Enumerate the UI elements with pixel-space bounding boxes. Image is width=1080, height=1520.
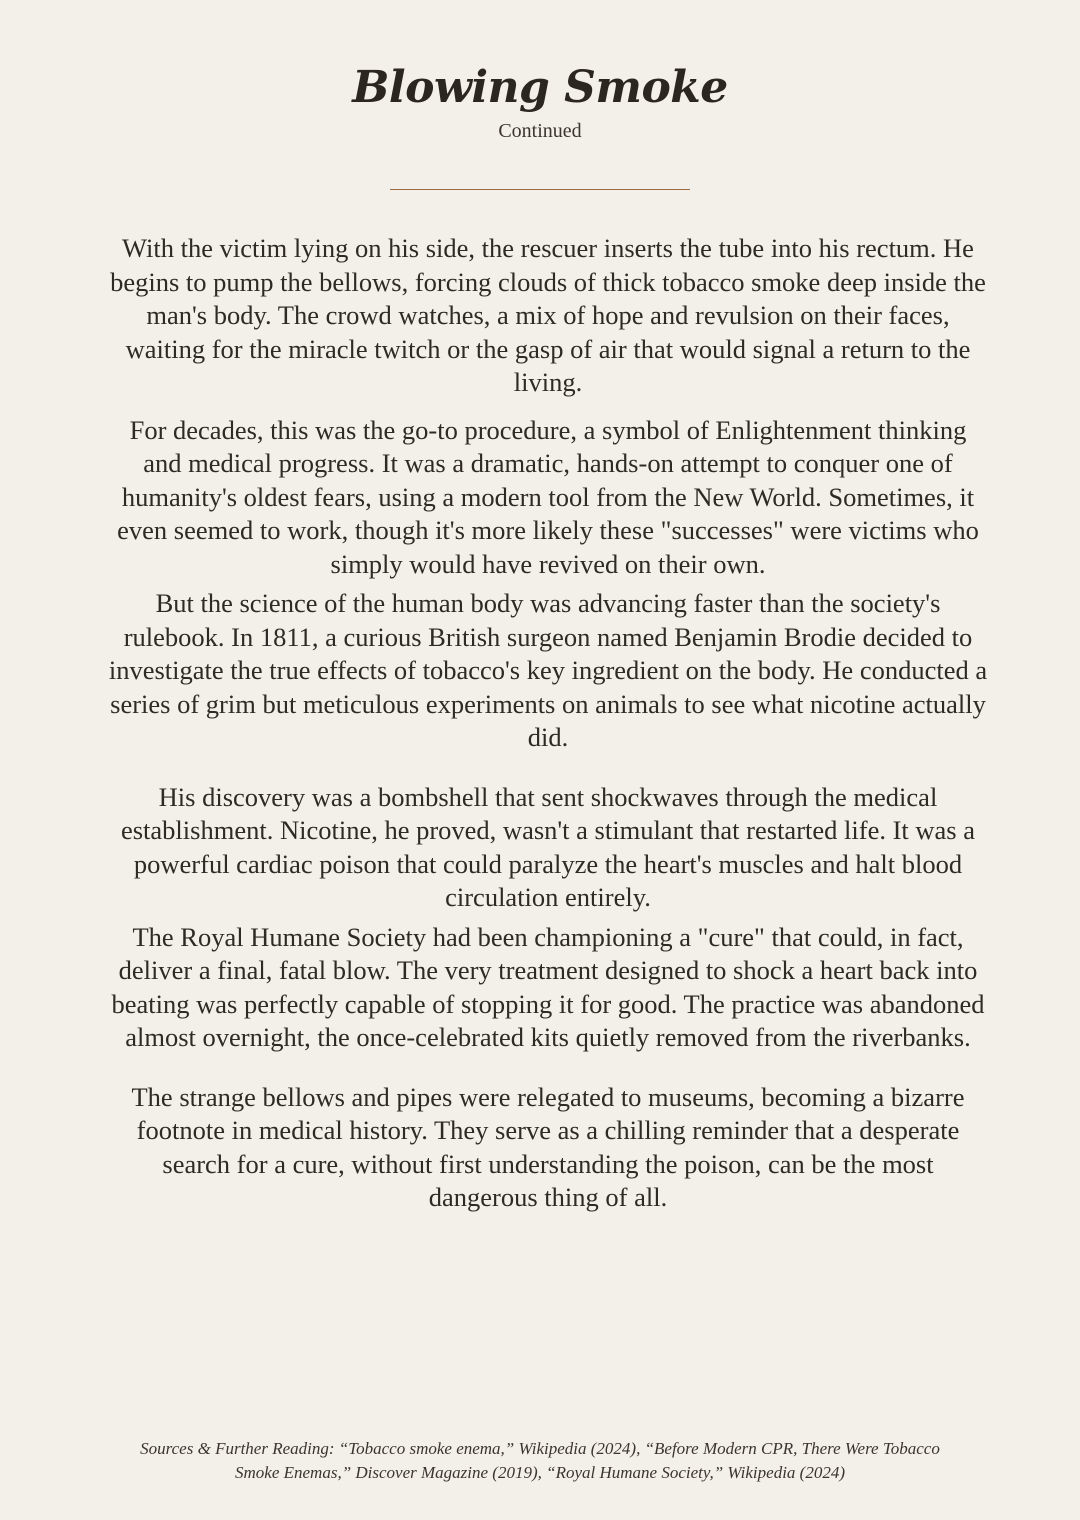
paragraph-2: For decades, this was the go-to procedure, a symbol of Enlightenment thinking and medical progress. It was a dramatic, hands-on attempt to conquer one of humanity's oldest fears, using a modern tool from the New World. Sometimes, it even seemed to work, though it's more likely these "successes" were victims who simply would have revived on their own. xyxy=(117,414,979,579)
paragraph-3: But the science of the human body was advancing faster than the society's rulebook. In 1811, a curious British surgeon named Benjamin Brodie decided to investigate the true effects of tobacco's key ingredient on the body. He conducted a series of grim but meticulous experiments on animals to see what nicotine actually did. xyxy=(108,588,988,752)
paragraph-6: The strange bellows and pipes were relegated to museums, becoming a bizarre footnote in medical history. They serve as a chilling reminder that a desperate search for a cure, without first understanding the poison, can be the most dangerous thing of all. xyxy=(131,1081,965,1212)
article-body xyxy=(108,232,988,1215)
page-subtitle: Continued xyxy=(498,120,582,142)
paragraph-1: With the victim lying on his side, the rescuer inserts the tube into his rectum. He begins to pump the bellows, forcing clouds of thick tobacco smoke deep inside the man's body. The crowd watches, a mix of hope and revulsion on their faces, waiting for the miracle twitch or the gasp of air that would signal a return to the living. xyxy=(110,233,986,397)
paragraph-4: His discovery was a bombshell that sent shockwaves through the medical establishment. Nicotine, he proved, wasn't a stimulant that restarted life. It was a powerful cardiac poison that could paralyze the heart's muscles and halt blood circulation entirely. xyxy=(120,781,975,912)
paragraph-5: The Royal Humane Society had been championing a "cure" that could, in fact, deliver a final, fatal blow. The very treatment designed to shock a heart back into beating was perfectly capable of stopping it for good. The practice was abandoned almost overnight, the once-celebrated kits quietly removed from the riverbanks. xyxy=(111,921,985,1052)
sources-footnote: Sources & Further Reading: “Tobacco smoke enema,” Wikipedia (2024), “Before Modern CPR, There Were Tobacco Smoke Enemas,” Discover Magazine (2019), “Royal Humane Society,” Wikipedia (2024) xyxy=(140,1439,940,1482)
title-divider xyxy=(390,189,690,190)
page-title: Blowing Smoke xyxy=(352,62,728,113)
